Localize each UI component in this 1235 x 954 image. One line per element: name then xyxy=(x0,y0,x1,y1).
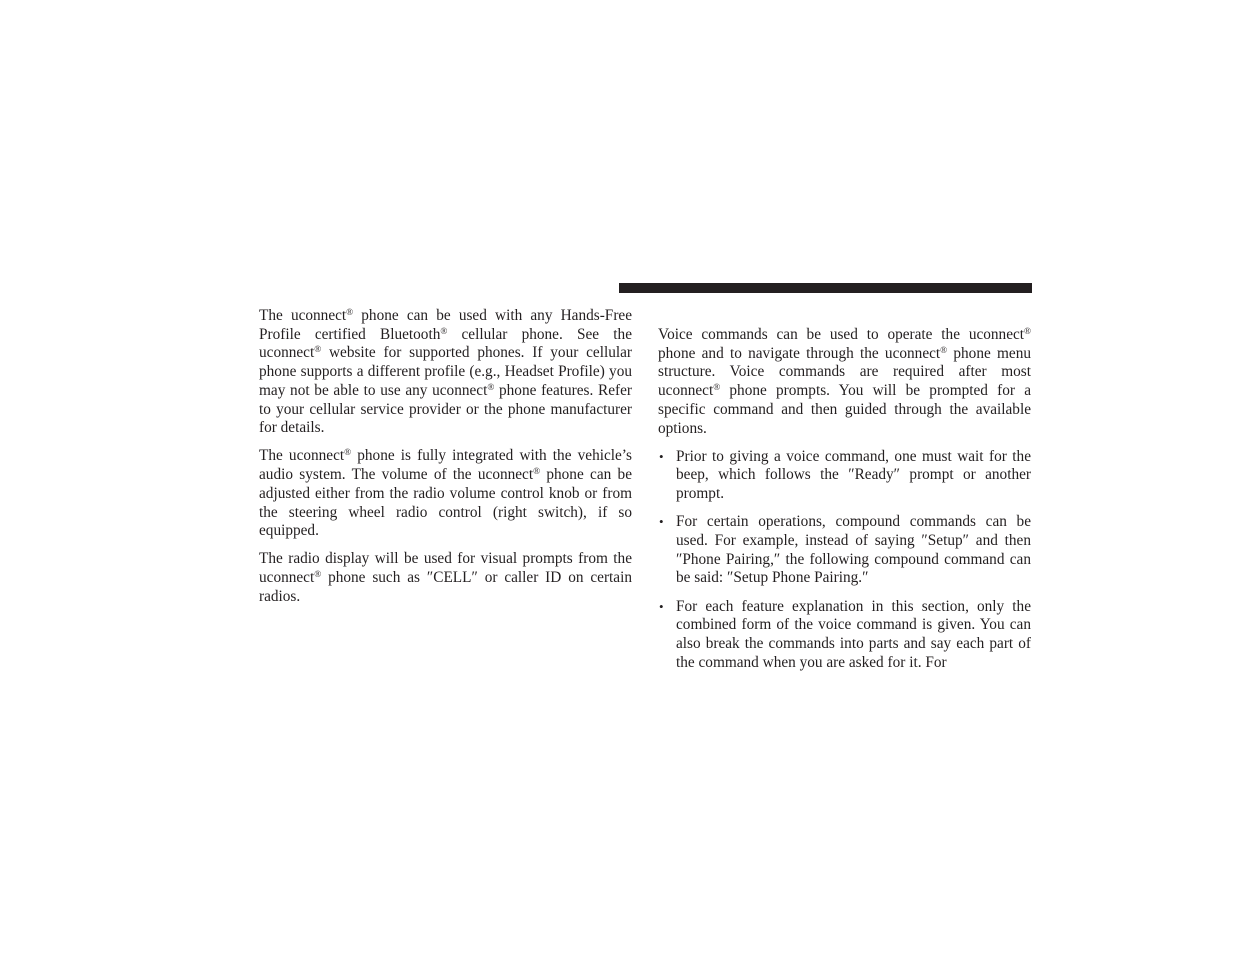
bullet-icon: • xyxy=(659,448,664,464)
list-item xyxy=(658,513,1031,588)
voice-command-tips-list xyxy=(658,448,1031,673)
left-column xyxy=(259,307,632,616)
text-run: The radio display will be used for visual prompts from the uconnect xyxy=(259,550,632,587)
list-item xyxy=(658,448,1031,504)
bullet-icon: • xyxy=(659,514,664,530)
text-run: The uconnect xyxy=(259,447,345,465)
registered-mark: ® xyxy=(314,569,322,580)
registered-mark: ® xyxy=(346,306,354,317)
paragraph-voice-commands-intro xyxy=(658,326,1031,438)
registered-mark: ® xyxy=(533,466,541,477)
text-run: website for supported phones. If your cellular phone supports a different profile (e.g., Headset Profile) you may not be able to use any uconnect xyxy=(259,344,632,399)
registered-mark: ® xyxy=(344,447,352,458)
right-column xyxy=(658,326,1031,682)
registered-mark: ® xyxy=(440,325,448,336)
text-run: phone can be used with any Hands-Free Profile certified Bluetooth xyxy=(259,307,632,343)
text-run: phone such as ″CELL″ or caller ID on certain radios. xyxy=(259,569,632,605)
text-run: cellular phone. See the uconnect xyxy=(259,325,632,362)
registered-mark: ® xyxy=(314,344,322,355)
registered-mark: ® xyxy=(1024,325,1031,336)
section-rule-bar xyxy=(619,283,1032,293)
text-run: Voice commands can be used to operate the uconnect xyxy=(658,326,1025,343)
list-item-text: Prior to giving a voice command, one must wait for the beep, which follows the ″Ready″ prompt or another prompt. xyxy=(676,447,1031,503)
text-run: phone is fully integrated with the vehicle’s audio system. The volume of the uconnect xyxy=(259,447,632,484)
text-run: phone features. Refer to your cellular service provider or the phone manufacturer for details. xyxy=(259,381,632,437)
text-run: phone menu structure. Voice commands are required after most uconnect xyxy=(658,344,1031,400)
text-run: phone prompts. You will be prompted for a specific command and then guided through the available options. xyxy=(658,382,1031,437)
list-item xyxy=(658,598,1031,673)
paragraph-audio-integration xyxy=(259,447,632,541)
registered-mark: ® xyxy=(940,344,948,355)
paragraph-radio-display xyxy=(259,550,632,606)
bullet-icon: • xyxy=(659,598,664,614)
text-run: The uconnect xyxy=(259,307,347,324)
text-run: phone can be adjusted either from the radio volume control knob or from the steering wheel radio control (right switch), if so equipped. xyxy=(259,466,632,540)
registered-mark: ® xyxy=(487,381,495,392)
text-run: phone and to navigate through the uconnect xyxy=(658,344,941,362)
registered-mark: ® xyxy=(713,382,721,393)
paragraph-bluetooth-profile xyxy=(259,307,632,438)
list-item-text: For certain operations, compound commands can be used. For example, instead of saying ″Setup″ and then ″Phone Pairing,″ the following compound command can be said: ″Setup Phone Pairing.″ xyxy=(676,513,1031,587)
list-item-text: For each feature explanation in this section, only the combined form of the voice command is given. You can also break the commands into parts and say each part of the command when you are asked for it. For xyxy=(676,597,1031,671)
